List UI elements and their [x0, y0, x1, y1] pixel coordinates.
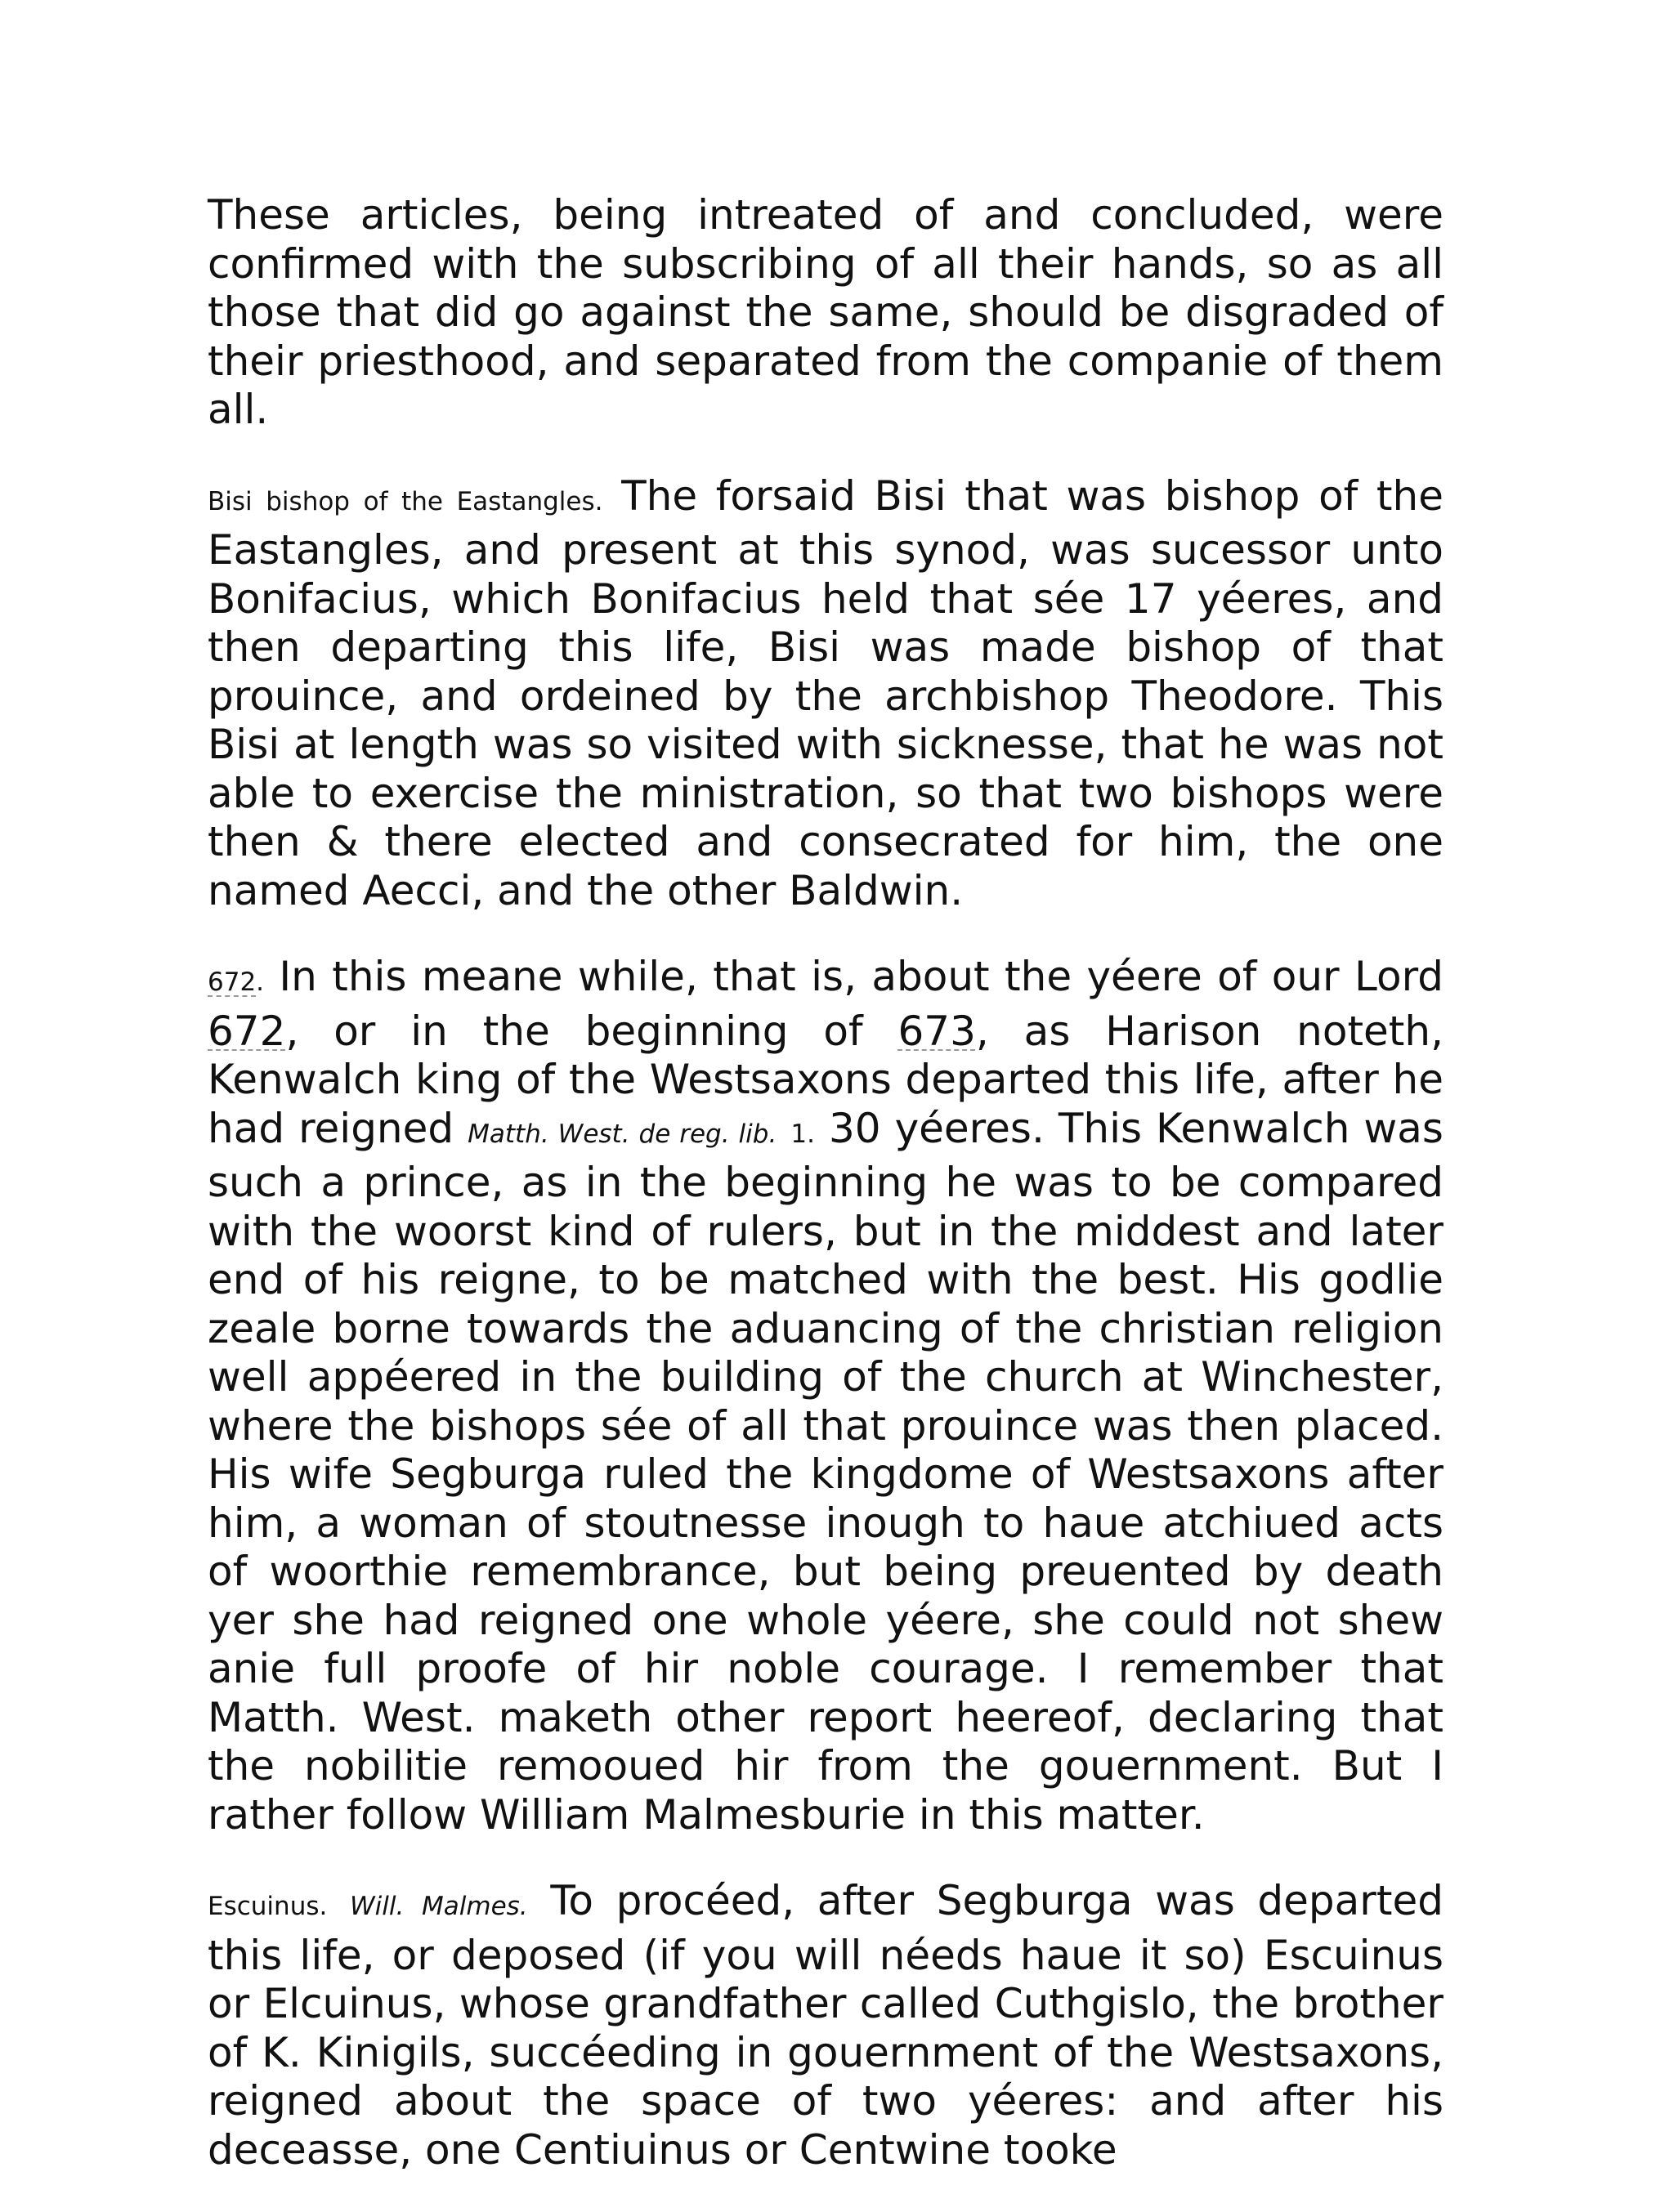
paragraph-text: These articles, being intreated of and concluded, were confirmed with the subscribing of all their hands, so as all those that did go against the same, should be disgraded of their priesthood, and separated from the companie of them all. — [208, 191, 1443, 433]
paragraph-escuinus — [208, 1877, 1443, 2174]
paragraph-text: The forsaid Bisi that was bishop of the Eastangles, and present at this synod, was sucessor unto Bonifacius, which Bonifacius held that sée 17 yéeres, and then departing this life, Bisi was made bishop of that prouince, and ordeined by the archbishop Theodore. This Bisi at length was so visited with sicknesse, that he was not able to exercise the ministration, so that two bishops were then & there elected and consecrated for him, the one named Aecci, and the other Baldwin. — [208, 471, 1443, 914]
paragraph-text: In this meane while, that is, about the yéere of our Lord — [279, 953, 1443, 1000]
citation-will-malmes: Will. Malmes. — [350, 1892, 528, 1921]
sidenote-year[interactable]: 672 — [208, 967, 257, 997]
paragraph-kenwalch — [208, 953, 1443, 1839]
paragraph-text: To procéed, after Segburga was departed this life, or deposed (if you will néeds haue it so) Escuinus or Elcuinus, whose grandfather called Cuthgislo, the brother of K. Kinigils, succéeding in gouernment of the Westsaxons, reigned about the space of two yéeres: and after his deceasse, one Centiuinus or Centwine tooke — [208, 1877, 1443, 2174]
citation-matth-west: Matth. West. de reg. lib. — [468, 1119, 777, 1149]
year-link-673[interactable]: 673 — [897, 1007, 976, 1055]
citation-number: 1. — [790, 1119, 815, 1149]
paragraph-text: , as Harison noteth, Kenwalch king of the Westsaxons departed this life, after he had reigned — [208, 1007, 1443, 1152]
paragraph-articles-confirmed — [208, 191, 1443, 435]
paragraph-text: , or in the beginning of — [285, 1007, 898, 1055]
document-page — [208, 191, 1443, 2212]
year-link-672[interactable]: 672 — [208, 1007, 286, 1055]
sidenote-bisi-bishop: Bisi bishop of the Eastangles. — [208, 486, 603, 516]
paragraph-text: 30 yéeres. This Kenwalch was such a prince, as in the beginning he was to be compared with the woorst kind of rulers, but in the middest and later end of his reigne, to be matched with the best. His godlie zeale borne towards the aduancing of the christian religion well appéered in the building of the church at Winchester, where the bishops sée of all that prouince was then placed. His wife Segburga ruled the kingdome of Westsaxons after him, a woman of stoutnesse inough to haue atchiued acts of woorthie remembrance, but being preuented by death yer she had reigned one whole yéere, she could not shew anie full proofe of hir noble courage. I remember that Matth. West. maketh other report heereof, declaring that the nobilitie remooued hir from the gouernment. But I rather follow William Malmesburie in this matter. — [208, 1104, 1443, 1839]
sidenote-punct: . — [256, 967, 265, 997]
paragraph-bisi — [208, 472, 1443, 916]
sidenote-escuinus: Escuinus. — [208, 1892, 328, 1921]
